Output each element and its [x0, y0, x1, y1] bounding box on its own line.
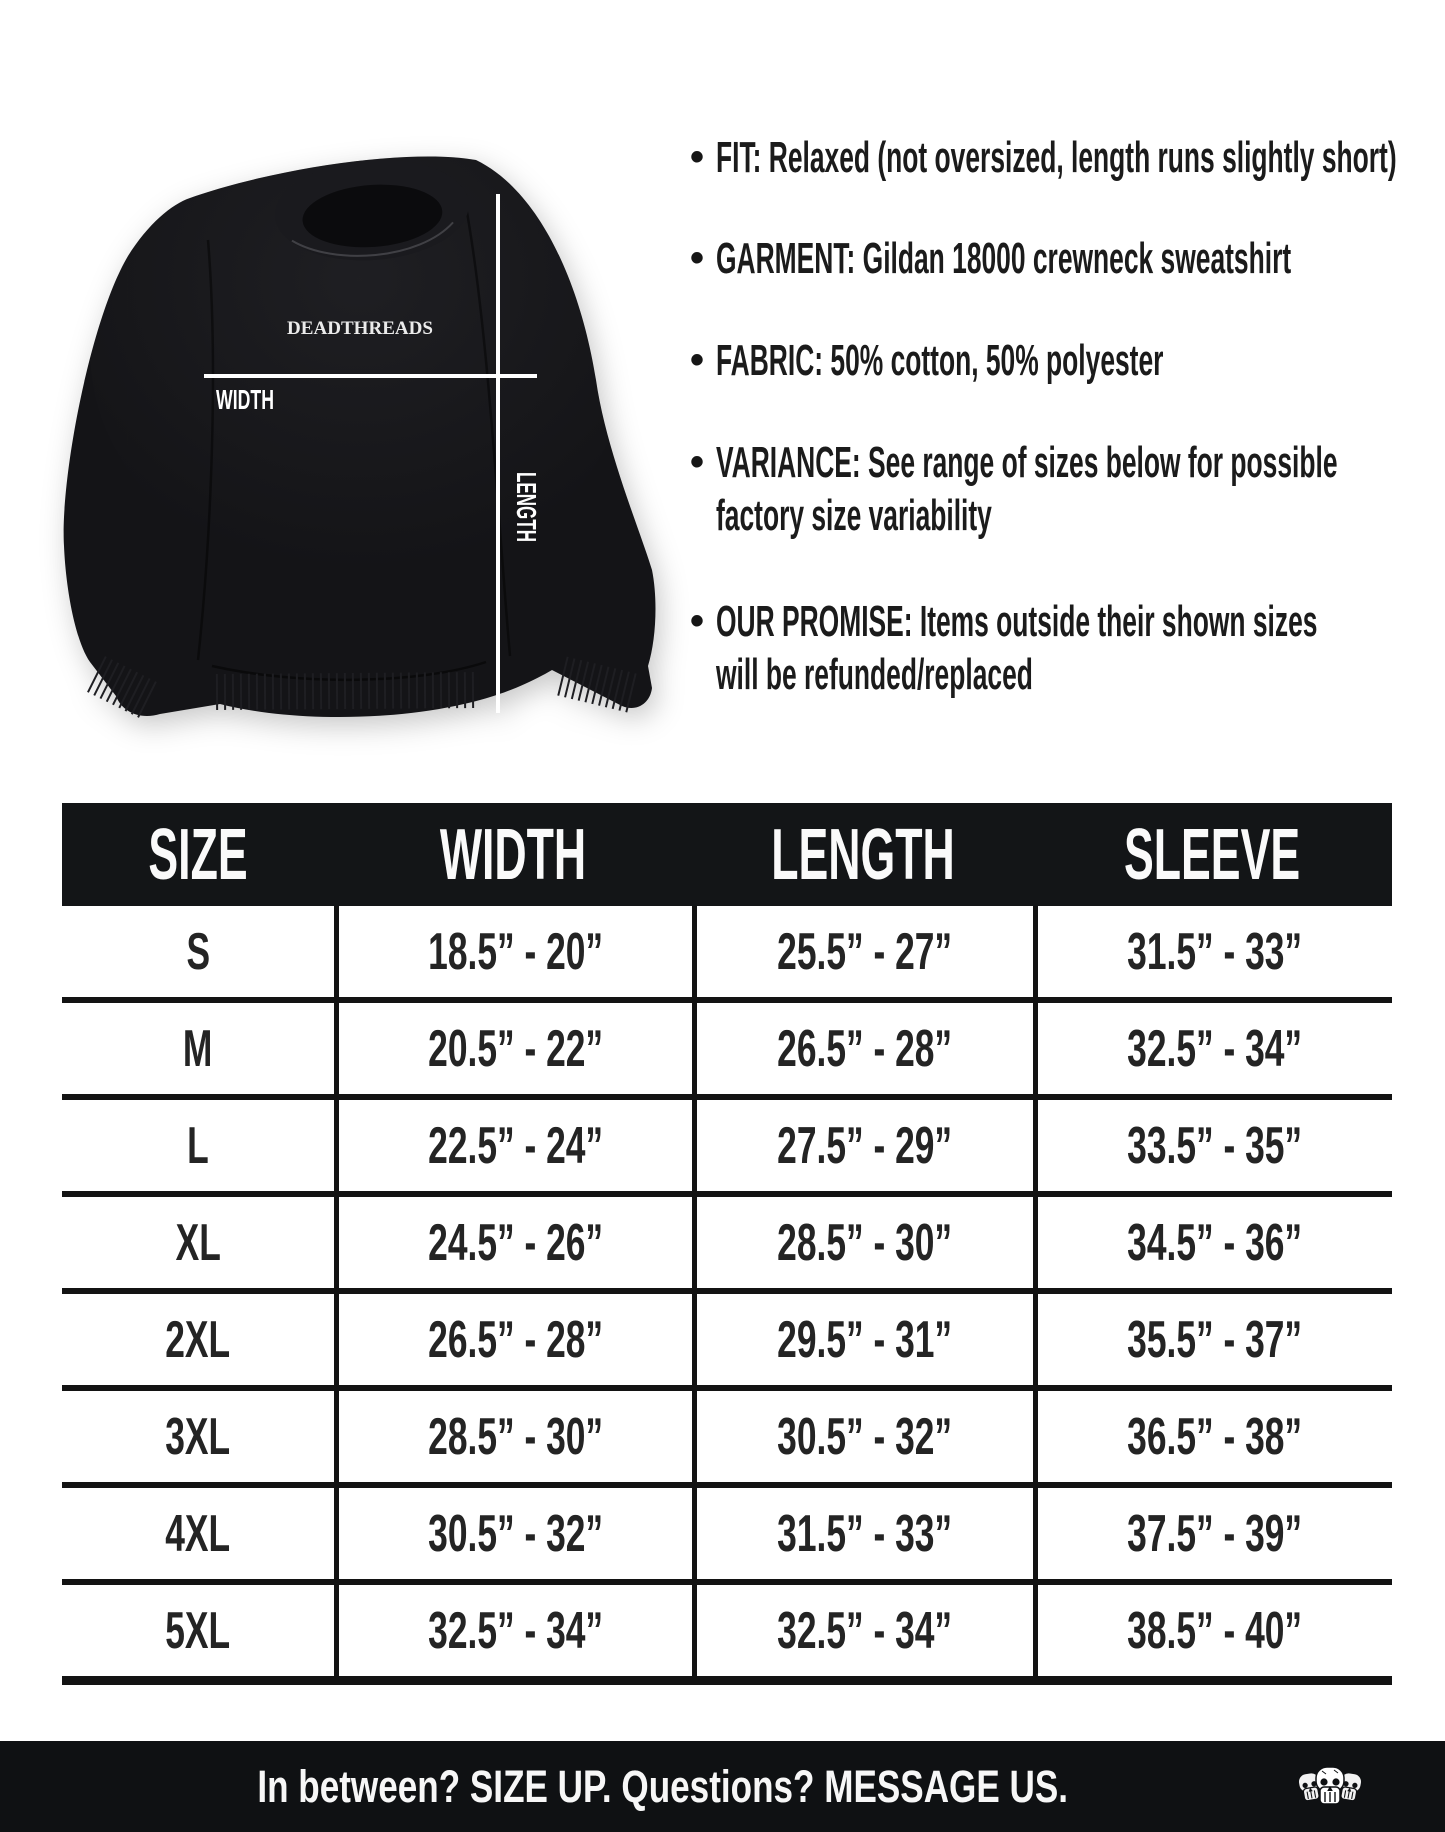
bullet-icon: • — [690, 440, 705, 484]
length-value: 27.5” - 29” — [777, 1116, 953, 1175]
length-value: 29.5” - 31” — [777, 1310, 953, 1369]
size-value: S — [186, 922, 210, 981]
bullet-icon: • — [690, 338, 705, 382]
width-value: 18.5” - 20” — [428, 922, 603, 981]
table-row-4xl — [62, 1488, 1392, 1585]
length-value: 25.5” - 27” — [777, 922, 953, 981]
header-size: SIZE — [148, 814, 248, 895]
brand-chest-text: DEADTHREADS — [287, 318, 433, 339]
list-item-fabric — [690, 334, 1445, 387]
width-value: 28.5” - 30” — [428, 1407, 603, 1466]
footer-message: In between? SIZE UP. Questions? MESSAGE US. — [257, 1761, 1068, 1812]
header-width: WIDTH — [439, 814, 587, 895]
length-value: 28.5” - 30” — [777, 1213, 953, 1272]
size-value: 5XL — [165, 1601, 231, 1660]
garment-text: GARMENT: Gildan 18000 crewneck sweatshirt — [716, 234, 1292, 283]
product-figure — [40, 100, 680, 740]
width-value: 24.5” - 26” — [428, 1213, 603, 1272]
list-item-variance — [690, 436, 1445, 542]
size-value: L — [187, 1116, 209, 1175]
list-item-fit — [690, 131, 1445, 184]
sweatshirt-illustration — [40, 100, 680, 740]
sleeve-value: 38.5” - 40” — [1127, 1601, 1303, 1660]
table-row-xl — [62, 1197, 1392, 1294]
size-value: M — [183, 1019, 213, 1078]
variance-text: VARIANCE: See range of sizes below for possible factory size variability — [716, 438, 1338, 540]
table-row-s — [62, 906, 1392, 1003]
table-row-5xl — [62, 1585, 1392, 1685]
table-row-2xl — [62, 1294, 1392, 1391]
width-value: 32.5” - 34” — [428, 1601, 603, 1660]
width-value: 30.5” - 32” — [428, 1504, 603, 1563]
size-value: 2XL — [165, 1310, 231, 1369]
list-item-promise — [690, 595, 1445, 701]
width-measure-label: WIDTH — [216, 384, 274, 415]
length-measure-label: LENGTH — [511, 472, 542, 588]
fabric-text: FABRIC: 50% cotton, 50% polyester — [716, 336, 1164, 385]
bullet-icon: • — [690, 236, 705, 280]
header-length: LENGTH — [770, 814, 955, 895]
length-value: 31.5” - 33” — [777, 1504, 953, 1563]
sleeve-value: 34.5” - 36” — [1127, 1213, 1303, 1272]
table-row-l — [62, 1100, 1392, 1197]
footer-bar — [0, 1741, 1445, 1832]
table-row-3xl — [62, 1391, 1392, 1488]
list-item-garment — [690, 232, 1445, 285]
sleeve-value: 35.5” - 37” — [1127, 1310, 1303, 1369]
sleeve-value: 33.5” - 35” — [1127, 1116, 1303, 1175]
size-value: XL — [175, 1213, 221, 1272]
length-value: 32.5” - 34” — [777, 1601, 953, 1660]
size-value: 3XL — [165, 1407, 231, 1466]
width-value: 20.5” - 22” — [428, 1019, 603, 1078]
width-value: 26.5” - 28” — [428, 1310, 603, 1369]
bullet-icon: • — [690, 599, 705, 643]
bullet-icon: • — [690, 135, 705, 179]
width-value: 22.5” - 24” — [428, 1116, 603, 1175]
sleeve-value: 32.5” - 34” — [1127, 1019, 1303, 1078]
sleeve-value: 37.5” - 39” — [1127, 1504, 1303, 1563]
size-chart-table — [62, 803, 1392, 1685]
fit-text: FIT: Relaxed (not oversized, length runs slightly short) — [716, 133, 1397, 182]
length-value: 30.5” - 32” — [777, 1407, 953, 1466]
size-value: 4XL — [165, 1504, 231, 1563]
sleeve-value: 36.5” - 38” — [1127, 1407, 1303, 1466]
table-row-m — [62, 1003, 1392, 1100]
sleeve-value: 31.5” - 33” — [1127, 922, 1303, 981]
length-value: 26.5” - 28” — [777, 1019, 953, 1078]
promise-text: OUR PROMISE: Items outside their shown sizes will be refunded/replaced — [716, 597, 1318, 699]
triple-skull-logo-icon — [1295, 1756, 1365, 1818]
size-chart-header-row — [62, 803, 1392, 906]
header-sleeve: SLEEVE — [1124, 814, 1301, 895]
